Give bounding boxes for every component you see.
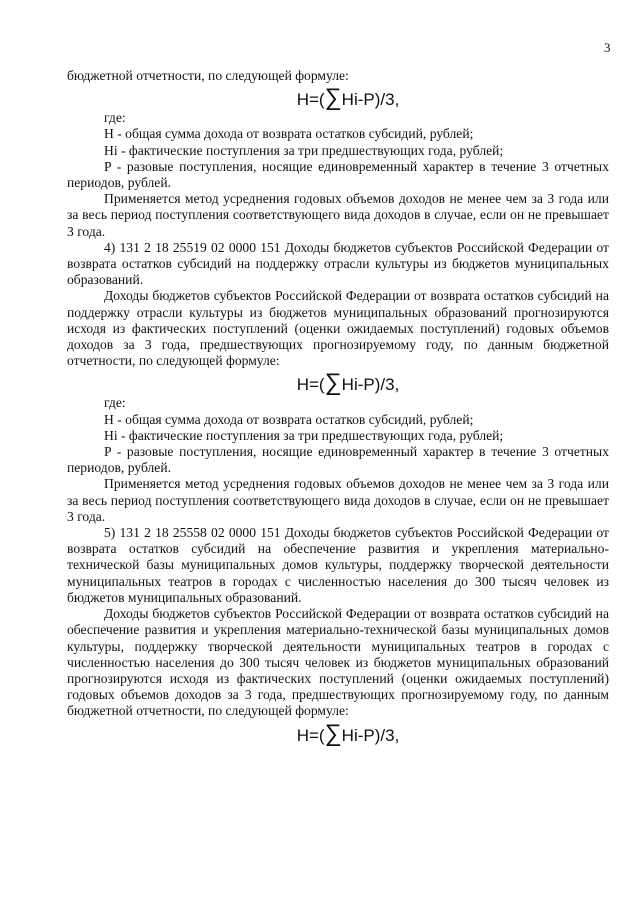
where-label: где: [104, 395, 126, 411]
document-body [67, 68, 609, 746]
paragraph: Доходы бюджетов субъектов Российской Федерации от возврата остатков субсидий на поддержку отрасли культуры из бюджетов муниципальных образований прогнозируются исходя из фактических поступлений (оценки ожидаемых поступлений) годовых объемов доходов за 3 года, предшествующих прогнозируемому году, по данным бюджетной отчетности, по следующей формуле: [67, 288, 609, 369]
paragraph: H - общая сумма дохода от возврата остатков субсидий, рублей; [104, 411, 474, 427]
paragraph: P - разовые поступления, носящие единовременный характер в течение 3 отчетных периодов, рублей. [67, 158, 609, 191]
paragraph: H - общая сумма дохода от возврата остатков субсидий, рублей; [104, 126, 474, 142]
paragraph: Применяется метод усреднения годовых объемов доходов не менее чем за 3 года или за весь период поступления соответствующего вида доходов в случае, если он не превышает 3 года. [67, 191, 609, 239]
paragraph: Доходы бюджетов субъектов Российской Федерации от возврата остатков субсидий на обеспечение развития и укрепления материально-технической базы муниципальных домов культуры, поддержку творческой деятельности муниципальных театров в городах с численностью населения до 300 тысяч человек из бюджетов муниципальных образований прогнозируются исходя из фактических поступлений (оценки ожидаемых поступлений) годовых объемов доходов за 3 года, предшествующих прогнозируемому году, по данным бюджетной отчетности, по следующей формуле: [67, 606, 609, 719]
paragraph: Hi - фактические поступления за три предшествующих года, рублей; [104, 142, 504, 158]
paragraph: Hi - фактические поступления за три предшествующих года, рублей; [104, 427, 504, 443]
where-label: где: [104, 110, 126, 126]
paragraph: P - разовые поступления, носящие единовременный характер в течение 3 отчетных периодов, рублей. [67, 444, 609, 476]
page-number: 3 [604, 40, 611, 55]
formula: H=(∑Hi-P)/3, [296, 719, 400, 747]
formula: H=(∑Hi-P)/3, [296, 369, 400, 397]
formula: H=(∑Hi-P)/3, [296, 84, 400, 112]
paragraph: бюджетной отчетности, по следующей формуле: [67, 68, 349, 83]
paragraph: Применяется метод усреднения годовых объемов доходов не менее чем за 3 года или за весь период поступления соответствующего вида доходов в случае, если он не превышает 3 года. [67, 476, 609, 524]
paragraph: 5) 131 2 18 25558 02 0000 151 Доходы бюджетов субъектов Российской Федерации от возврата остатков субсидий на обеспечение развития и укрепления материально-технической базы муниципальных домов культуры, поддержку творческой деятельности муниципальных театров в городах с численностью населения до 300 тысяч человек из бюджетов муниципальных образований. [67, 525, 609, 605]
paragraph: 4) 131 2 18 25519 02 0000 151 Доходы бюджетов субъектов Российской Федерации от возврата остатков субсидий на поддержку отрасли культуры из бюджетов муниципальных образований. [67, 239, 609, 288]
